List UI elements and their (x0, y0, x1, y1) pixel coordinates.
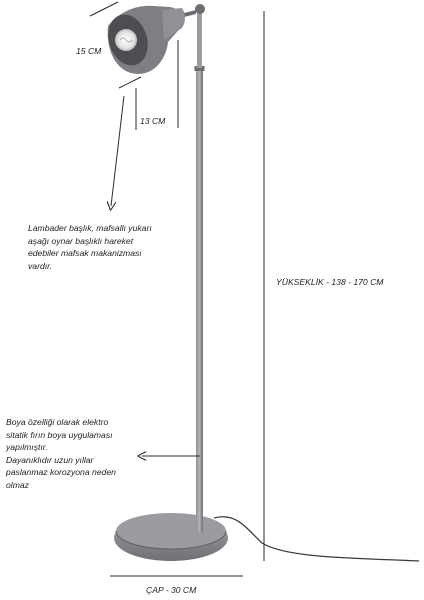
shade-depth-label: 13 CM (140, 116, 166, 126)
shade-width-label: 15 CM (76, 46, 102, 56)
head-note-line: Lambader başlık, mafsallı yukarı (28, 223, 152, 233)
head-note-line: vardır. (28, 260, 53, 271)
shade-width-dimension-line (90, 2, 118, 16)
power-cable (214, 517, 419, 561)
head-note-line: aşağı oynar başlıklı hareket (28, 235, 134, 246)
paint-note-line: sitatik fırın boya uygulaması (6, 429, 113, 440)
head-mechanism-note (28, 222, 208, 272)
hinge-knob (195, 4, 205, 14)
height-label: YÜKSEKLİK - 138 - 170 CM (276, 277, 384, 287)
shade-width-dimension-line (119, 77, 141, 88)
paint-note-line: olmaz (6, 479, 29, 490)
lamp-pole (196, 68, 203, 532)
paint-note-line: paslanmaz korozyona neden (6, 467, 116, 477)
head-note-arrow (111, 96, 124, 206)
paint-note-line: Boya özelliği olarak elektro (6, 417, 109, 427)
paint-finish-note (6, 416, 146, 491)
paint-note-line: Dayanıklıdır uzun yıllar (6, 454, 94, 465)
base-diameter-label: ÇAP - 30 CM (146, 585, 197, 595)
pole-upper (197, 10, 202, 68)
head-note-line: edebiler mafsak makanizması (28, 248, 142, 258)
paint-note-line: yapılmıştır. (6, 442, 48, 452)
